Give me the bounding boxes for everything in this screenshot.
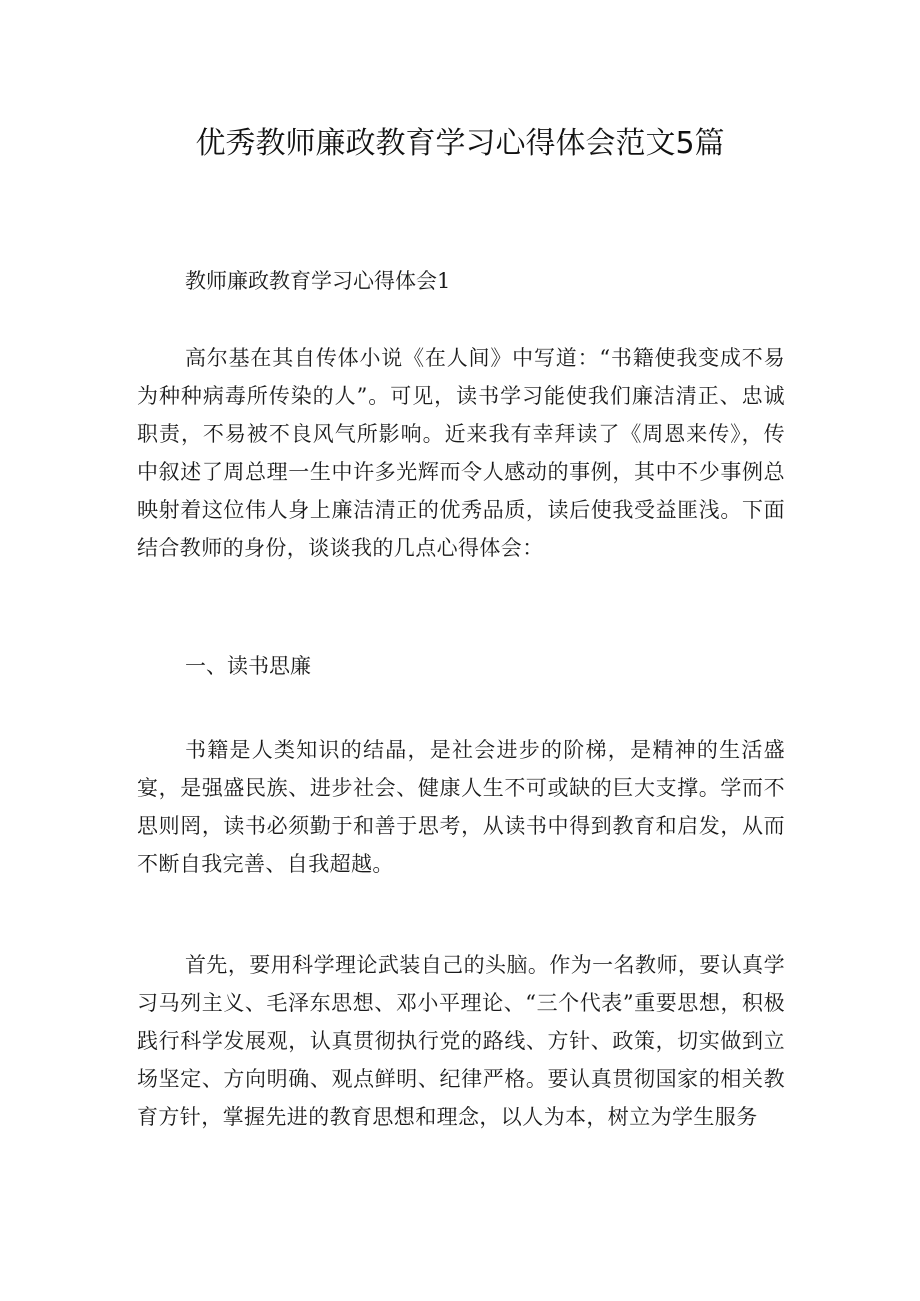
point-heading: 一、读书思廉 (185, 654, 311, 678)
paragraph-intro: 高尔基在其自传体小说《在人间》中写道：“书籍使我变成不易为种种病毒所传染的人”。可见，读书学习能使我们廉洁清正、忠诚职责，不易被不良风气所影响。近来我有幸拜读了《周恩来传》，传中叙述了周总理一生中许多光辉而令人感动的事例，其中不少事例总映射着这位伟人身上廉洁清正的优秀品质，读后使我受益匪浅。下面结合教师的身份，谈谈我的几点心得体会： (137, 346, 785, 560)
section-heading: 教师廉政教育学习心得体会1 (185, 269, 451, 293)
document-title: 优秀教师廉政教育学习心得体会范文5篇 (195, 126, 725, 161)
paragraph-reading: 书籍是人类知识的结晶，是社会进步的阶梯，是精神的生活盛宴，是强盛民族、进步社会、健康人生不可或缺的巨大支撑。学而不思则罔，读书必须勤于和善于思考，从读书中得到教育和启发，从而不断自我完善、自我超越。 (137, 738, 785, 876)
paragraph-theory: 首先，要用科学理论武装自己的头脑。作为一名教师，要认真学习马列主义、毛泽东思想、邓小平理论、“三个代表”重要思想，积极践行科学发展观，认真贯彻执行党的路线、方针、政策，切实做到立场坚定、方向明确、观点鲜明、纪律严格。要认真贯彻国家的相关教育方针，掌握先进的教育思想和理念，以人为本，树立为学生服务 (137, 953, 785, 1129)
